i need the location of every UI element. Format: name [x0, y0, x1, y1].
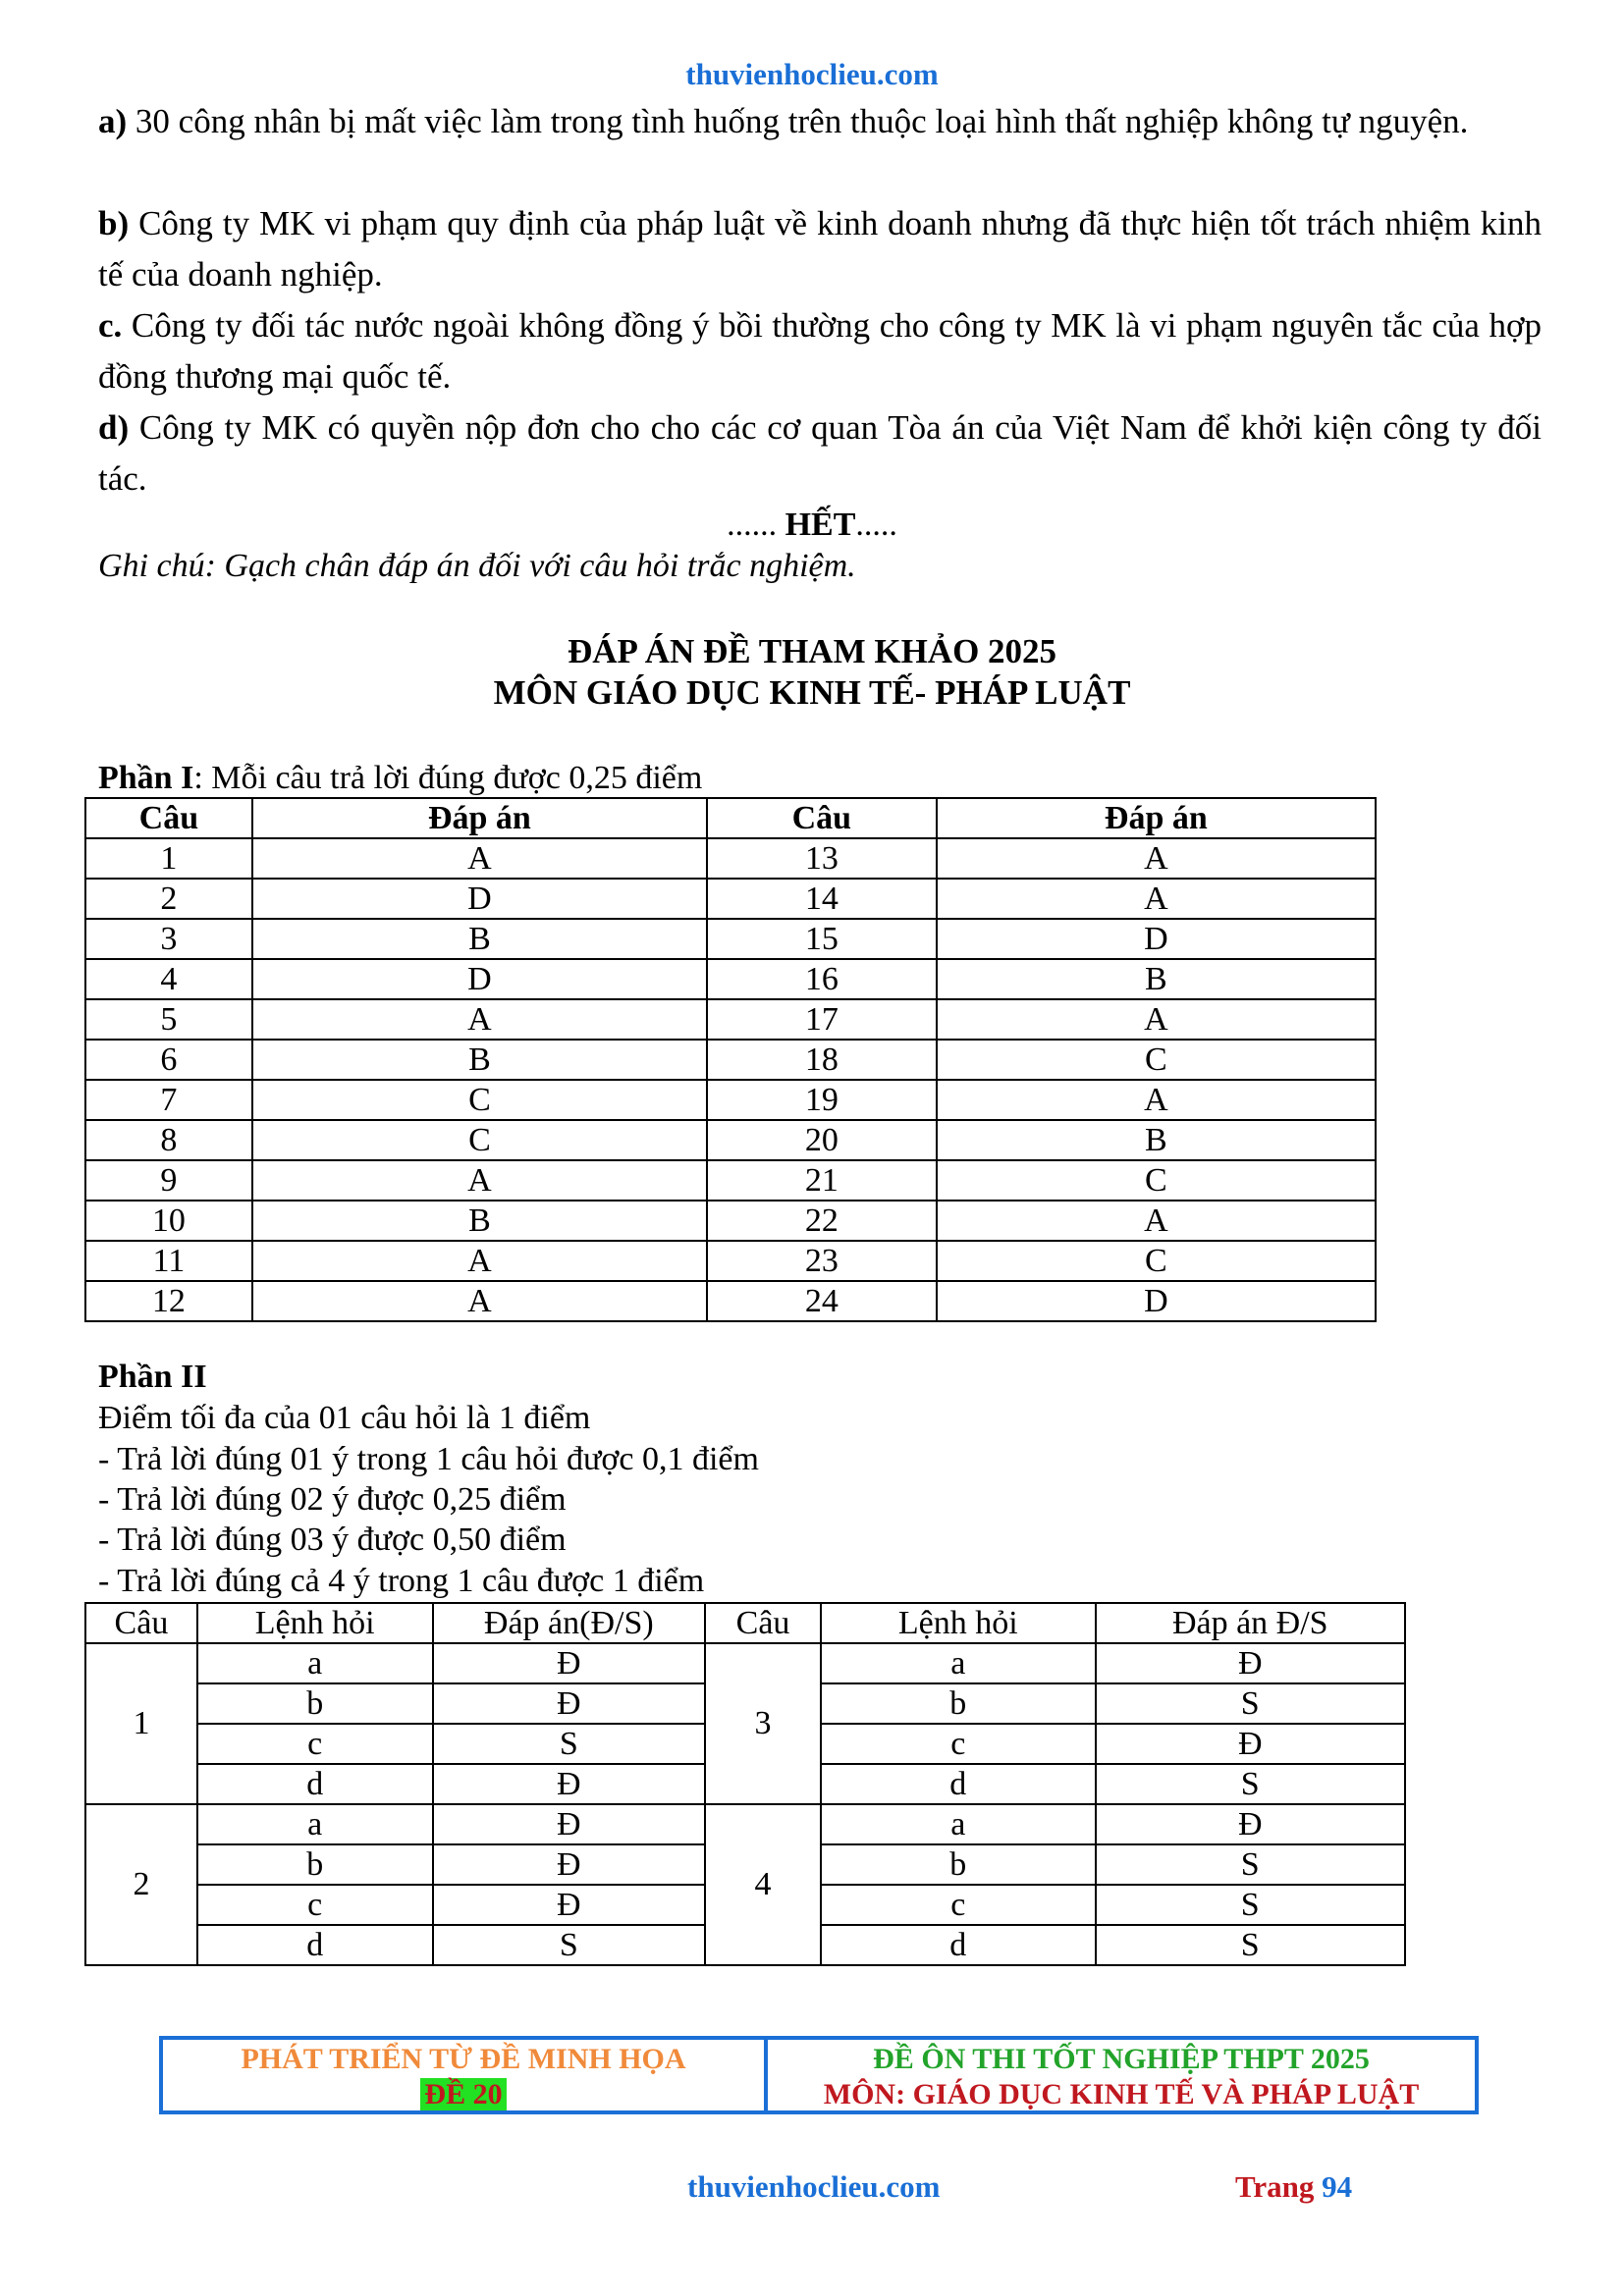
- table-cell: A: [252, 999, 707, 1040]
- table-cell: D: [252, 879, 707, 919]
- table-cell: B: [937, 1120, 1376, 1160]
- table-cell: 18: [707, 1040, 937, 1080]
- question-number: 2: [85, 1804, 197, 1965]
- column-header: Đáp án Đ/S: [1096, 1603, 1405, 1643]
- table-cell: 2: [85, 879, 252, 919]
- page-number: [1235, 2169, 1352, 2205]
- question-number: 1: [85, 1643, 197, 1804]
- table-cell: Đ: [433, 1643, 706, 1683]
- table-cell: Đ: [433, 1764, 706, 1804]
- exam-info-box: [159, 2036, 1479, 2114]
- table-cell: c: [197, 1885, 433, 1925]
- table-cell: 5: [85, 999, 252, 1040]
- table-cell: C: [937, 1241, 1376, 1281]
- column-header: Đáp án: [252, 798, 707, 838]
- table-row: [85, 1160, 1376, 1201]
- table-cell: A: [937, 1080, 1376, 1120]
- table-cell: A: [937, 1201, 1376, 1241]
- table-cell: Đ: [433, 1844, 706, 1885]
- table-cell: a: [197, 1804, 433, 1844]
- table-cell: 15: [707, 919, 937, 959]
- table-row: [85, 838, 1376, 879]
- question-number: 4: [705, 1804, 821, 1965]
- table-cell: d: [197, 1925, 433, 1965]
- part2-answer-table: [84, 1602, 1406, 1966]
- table-cell: 3: [85, 919, 252, 959]
- table-cell: S: [1096, 1764, 1405, 1804]
- site-header[interactable]: thuvienhoclieu.com: [685, 57, 939, 91]
- end-word: HẾT: [785, 507, 856, 543]
- table-cell: D: [937, 919, 1376, 959]
- table-cell: C: [252, 1080, 707, 1120]
- table-cell: A: [252, 1160, 707, 1201]
- table-cell: d: [821, 1764, 1096, 1804]
- part1-answer-table: [84, 797, 1377, 1322]
- statement-text: 30 công nhân bị mất việc làm trong tình huống trên thuộc loại hình thất nghiệp không tự nguyện.: [127, 102, 1469, 140]
- part1-heading: [98, 758, 702, 799]
- part2-rule: - Trả lời đúng cả 4 ý trong 1 câu được 1 điểm: [98, 1563, 705, 1599]
- table-row: [85, 1643, 1405, 1683]
- table-cell: 21: [707, 1160, 937, 1201]
- statement-b: [98, 198, 1542, 300]
- table-cell: B: [937, 959, 1376, 999]
- table-row: [85, 959, 1376, 999]
- table-cell: S: [433, 1925, 706, 1965]
- table-cell: 14: [707, 879, 937, 919]
- table-cell: Đ: [433, 1804, 706, 1844]
- table-cell: B: [252, 1201, 707, 1241]
- table-row: [85, 1120, 1376, 1160]
- table-cell: a: [821, 1643, 1096, 1683]
- table-cell: c: [821, 1885, 1096, 1925]
- statement-a: [98, 96, 1542, 147]
- table-cell: 7: [85, 1080, 252, 1120]
- table-cell: D: [252, 959, 707, 999]
- part2-heading: [98, 1357, 207, 1398]
- table-cell: c: [197, 1724, 433, 1764]
- column-header: Đáp án(Đ/S): [433, 1603, 706, 1643]
- end-marker: [0, 507, 1624, 544]
- table-cell: C: [937, 1040, 1376, 1080]
- table-row: [85, 919, 1376, 959]
- part1-heading-bold: Phần I: [98, 760, 194, 796]
- answer-title: ĐÁP ÁN ĐỀ THAM KHẢO 2025: [567, 632, 1057, 670]
- table-cell: 23: [707, 1241, 937, 1281]
- table-cell: b: [821, 1844, 1096, 1885]
- table-cell: S: [1096, 1885, 1405, 1925]
- table-cell: d: [821, 1925, 1096, 1965]
- table-row: [85, 1080, 1376, 1120]
- table-header-row: [85, 1603, 1405, 1643]
- exam-subject-line: MÔN: GIÁO DỤC KINH TẾ VÀ PHÁP LUẬT: [823, 2078, 1420, 2110]
- page-number-value: 94: [1322, 2169, 1353, 2204]
- table-cell: Đ: [1096, 1724, 1405, 1764]
- answer-subtitle: MÔN GIÁO DỤC KINH TẾ- PHÁP LUẬT: [493, 673, 1131, 712]
- end-dots-left: ......: [727, 507, 778, 543]
- table-cell: b: [821, 1683, 1096, 1724]
- table-cell: A: [937, 999, 1376, 1040]
- exam-source: [163, 2040, 768, 2110]
- table-cell: A: [937, 838, 1376, 879]
- column-header: Câu: [705, 1603, 821, 1643]
- statement-text: Công ty đối tác nước ngoài không đồng ý bồi thường cho công ty MK là vi phạm nguyên tắc của hợp đồng thương mại quốc tế.: [98, 306, 1542, 396]
- table-cell: 20: [707, 1120, 937, 1160]
- table-header-row: [85, 798, 1376, 838]
- column-header: Lệnh hỏi: [821, 1603, 1096, 1643]
- table-cell: A: [252, 1241, 707, 1281]
- table-cell: 4: [85, 959, 252, 999]
- table-row: [85, 1804, 1405, 1844]
- table-cell: b: [197, 1844, 433, 1885]
- note: Ghi chú: Gạch chân đáp án đối với câu hỏi trắc nghiệm.: [98, 548, 856, 584]
- statement-text: Công ty MK vi phạm quy định của pháp luật về kinh doanh nhưng đã thực hiện tốt trách nhiệm kinh tế của doanh nghiệp.: [98, 204, 1542, 294]
- statement-text: Công ty MK có quyền nộp đơn cho cho các cơ quan Tòa án của Việt Nam để khởi kiện công ty đối tác.: [98, 408, 1542, 498]
- table-cell: 9: [85, 1160, 252, 1201]
- table-cell: A: [252, 1281, 707, 1321]
- table-cell: 8: [85, 1120, 252, 1160]
- statement-label: c.: [98, 306, 123, 345]
- table-cell: Đ: [1096, 1804, 1405, 1844]
- question-number: 3: [705, 1643, 821, 1804]
- table-cell: 17: [707, 999, 937, 1040]
- table-cell: 16: [707, 959, 937, 999]
- column-header: Câu: [85, 1603, 197, 1643]
- statement-label: d): [98, 408, 130, 447]
- footer-site-link[interactable]: thuvienhoclieu.com: [687, 2169, 941, 2204]
- table-cell: B: [252, 919, 707, 959]
- statement-d: [98, 402, 1542, 505]
- table-cell: c: [821, 1724, 1096, 1764]
- part2-rule: Điểm tối đa của 01 câu hỏi là 1 điểm: [98, 1400, 591, 1436]
- table-cell: A: [252, 838, 707, 879]
- table-cell: 12: [85, 1281, 252, 1321]
- table-cell: a: [821, 1804, 1096, 1844]
- table-cell: 6: [85, 1040, 252, 1080]
- statement-label: b): [98, 204, 130, 242]
- part2-rule: - Trả lời đúng 03 ý được 0,50 điểm: [98, 1522, 567, 1558]
- table-cell: B: [252, 1040, 707, 1080]
- table-cell: a: [197, 1643, 433, 1683]
- column-header: Câu: [707, 798, 937, 838]
- part2-rule: - Trả lời đúng 01 ý trong 1 câu hỏi được 0,1 điểm: [98, 1441, 759, 1477]
- table-row: [85, 1281, 1376, 1321]
- table-cell: S: [1096, 1844, 1405, 1885]
- exam-subject: [768, 2040, 1475, 2110]
- table-cell: A: [937, 879, 1376, 919]
- page-label: Trang: [1235, 2169, 1315, 2204]
- table-cell: Đ: [433, 1683, 706, 1724]
- exam-source-line: PHÁT TRIỂN TỪ ĐỀ MINH HỌA: [241, 2043, 686, 2075]
- table-cell: S: [1096, 1683, 1405, 1724]
- table-cell: 19: [707, 1080, 937, 1120]
- table-cell: Đ: [433, 1885, 706, 1925]
- table-row: [85, 1201, 1376, 1241]
- table-cell: b: [197, 1683, 433, 1724]
- end-dots-right: .....: [855, 507, 897, 543]
- table-cell: C: [937, 1160, 1376, 1201]
- table-cell: 11: [85, 1241, 252, 1281]
- part2-heading-bold: Phần II: [98, 1359, 207, 1395]
- column-header: Lệnh hỏi: [197, 1603, 433, 1643]
- table-cell: D: [937, 1281, 1376, 1321]
- table-cell: Đ: [1096, 1643, 1405, 1683]
- table-cell: S: [1096, 1925, 1405, 1965]
- table-cell: 24: [707, 1281, 937, 1321]
- table-row: [85, 1241, 1376, 1281]
- exam-title: ĐỀ ÔN THI TỐT NGHIỆP THPT 2025: [873, 2043, 1370, 2075]
- table-row: [85, 999, 1376, 1040]
- table-cell: C: [252, 1120, 707, 1160]
- table-cell: 1: [85, 838, 252, 879]
- statement-label: a): [98, 102, 128, 140]
- table-cell: d: [197, 1764, 433, 1804]
- table-cell: S: [433, 1724, 706, 1764]
- column-header: Đáp án: [937, 798, 1376, 838]
- table-row: [85, 879, 1376, 919]
- column-header: Câu: [85, 798, 252, 838]
- table-cell: 10: [85, 1201, 252, 1241]
- part1-heading-text: : Mỗi câu trả lời đúng được 0,25 điểm: [193, 760, 703, 796]
- table-row: [85, 1040, 1376, 1080]
- exam-number: ĐỀ 20: [420, 2078, 506, 2110]
- table-cell: 13: [707, 838, 937, 879]
- part2-rule: - Trả lời đúng 02 ý được 0,25 điểm: [98, 1481, 567, 1518]
- statement-c: [98, 300, 1542, 402]
- table-cell: 22: [707, 1201, 937, 1241]
